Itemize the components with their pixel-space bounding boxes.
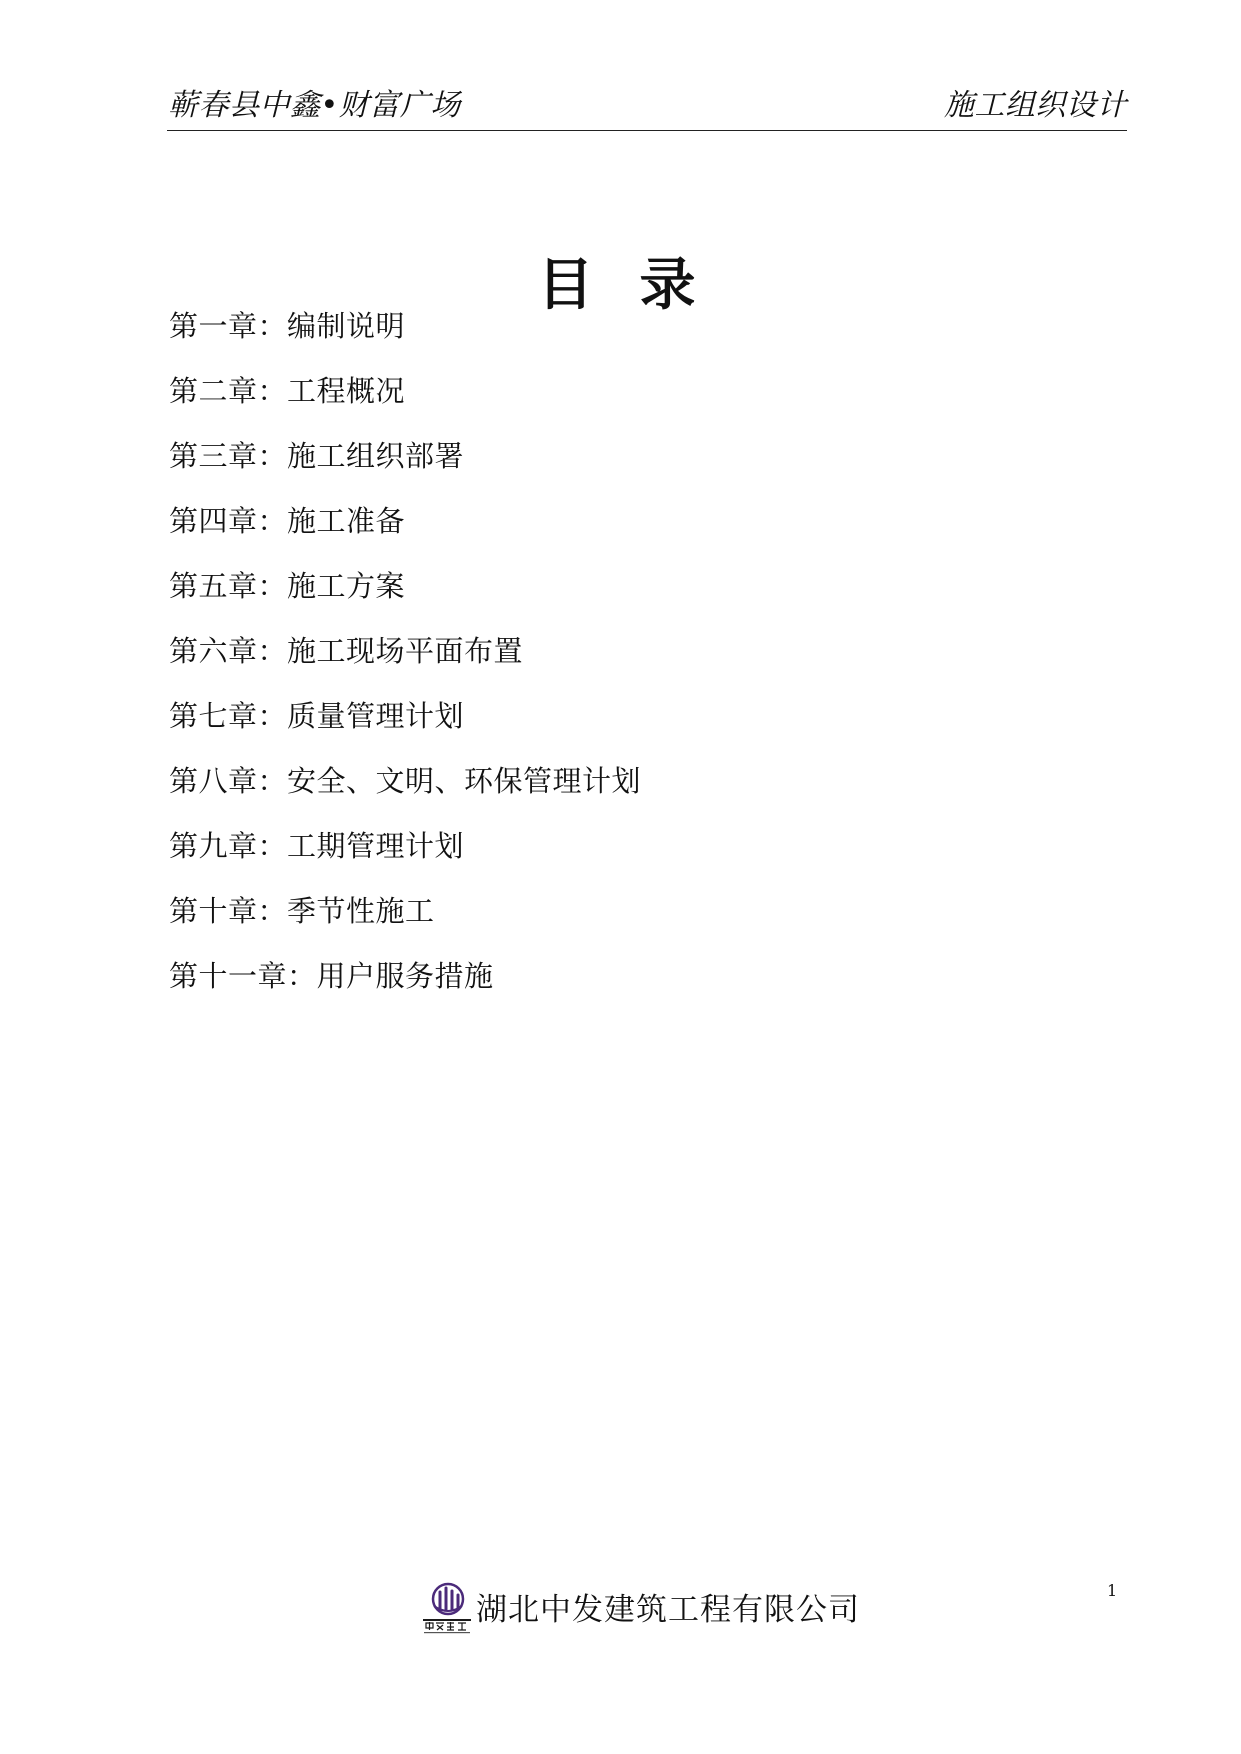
toc-item-chapter-10[interactable]: 第十章：季节性施工 (169, 894, 435, 928)
toc-item-chapter-4[interactable]: 第四章：施工准备 (169, 504, 406, 538)
toc-item-chapter-3[interactable]: 第三章：施工组织部署 (169, 439, 465, 473)
page-number: 1 (1107, 1581, 1118, 1600)
toc-title-char-1: 目 (537, 251, 602, 318)
toc-item-chapter-7[interactable]: 第七章：质量管理计划 (169, 699, 465, 733)
toc-item-chapter-8[interactable]: 第八章：安全、文明、环保管理计划 (169, 764, 642, 798)
toc-list (169, 304, 641, 1019)
company-logo-icon (420, 1580, 476, 1636)
toc-item-chapter-2[interactable]: 第二章：工程概况 (169, 374, 406, 408)
header-document-type: 施工组织设计 (944, 88, 1127, 123)
toc-item-chapter-5[interactable]: 第五章：施工方案 (169, 569, 406, 603)
toc-item-chapter-6[interactable]: 第六章：施工现场平面布置 (169, 634, 524, 668)
header-project-name: 蕲春县中鑫•财富广场 (168, 88, 461, 123)
toc-item-chapter-11[interactable]: 第十一章：用户服务措施 (169, 959, 494, 993)
footer-company-name: 湖北中发建筑工程有限公司 (476, 1592, 860, 1628)
toc-item-chapter-9[interactable]: 第九章：工期管理计划 (169, 829, 465, 863)
page-header (167, 84, 1127, 131)
toc-title-char-2: 录 (639, 251, 704, 318)
page-footer (420, 1580, 1020, 1640)
toc-item-chapter-1[interactable]: 第一章：编制说明 (169, 309, 406, 343)
